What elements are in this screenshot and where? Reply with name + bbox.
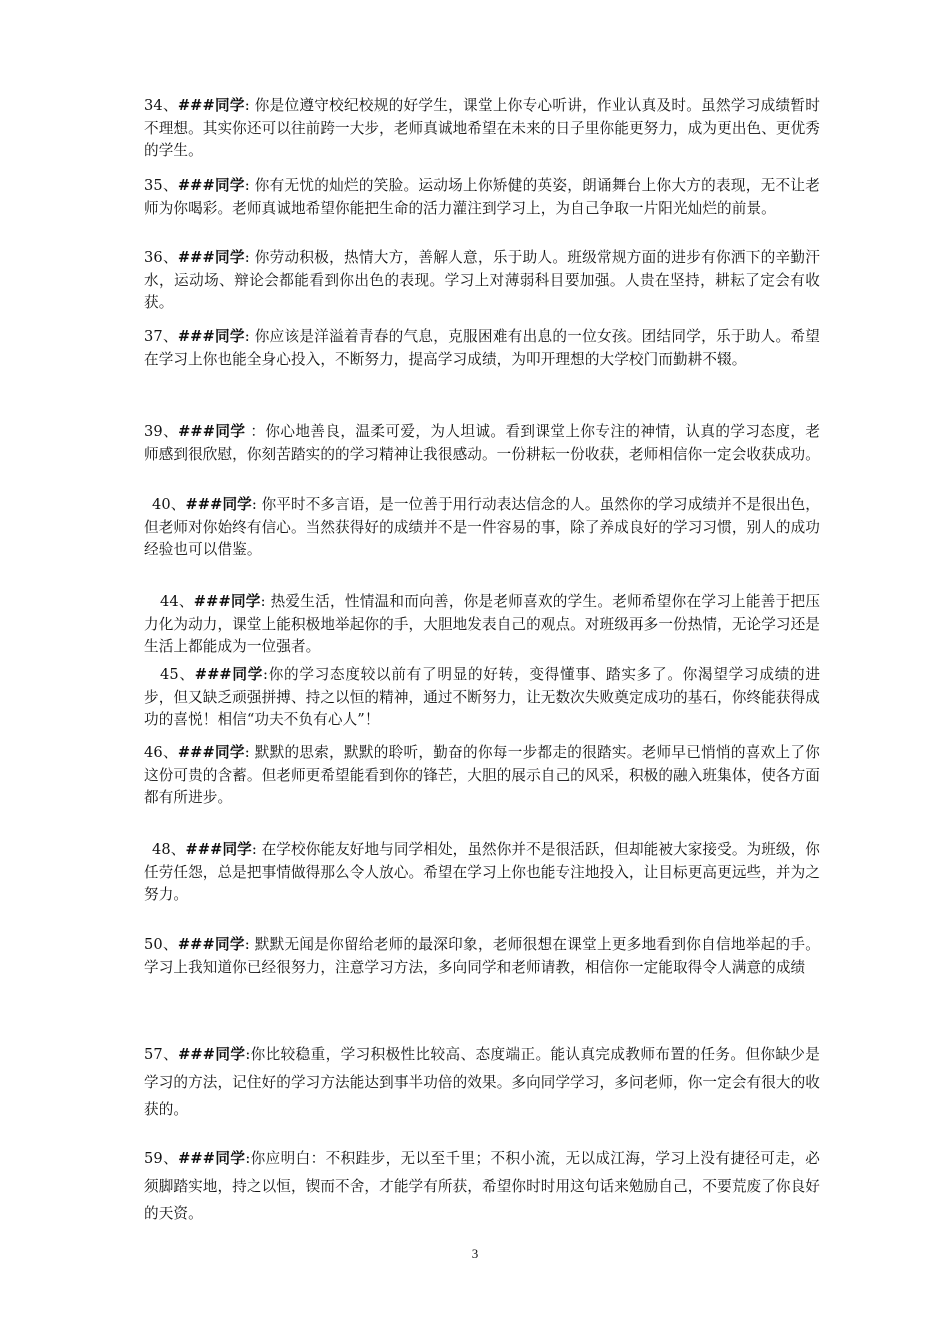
comment-57 xyxy=(144,1041,820,1124)
separator: : xyxy=(251,841,262,858)
comment-number: 37、 xyxy=(144,328,178,345)
comment-number: 39、 xyxy=(144,423,179,440)
comment-text: 你应该是洋溢着青春的气息，克服困难有出息的一位女孩。团结同学，乐于助人。希望在学习上你也能全身心投入，不断努力，提高学习成绩，为叩开理想的大学校门而勤耕不辍。 xyxy=(144,328,820,368)
comment-text: 在学校你能友好地与同学相处，虽然你并不是很活跃，但却能被大家接受。为班级，你任劳任怨，总是把事情做得那么令人放心。希望在学习上你也能专注地投入，让目标更高更远些，并为之努力。 xyxy=(144,841,820,903)
separator: : xyxy=(260,593,271,610)
student-name: ###同学 xyxy=(177,936,245,953)
comment-59 xyxy=(144,1145,820,1228)
student-name: ###同学 xyxy=(178,423,246,440)
comment-35 xyxy=(144,175,820,220)
student-name: ###同学 xyxy=(185,496,252,513)
separator: : xyxy=(244,249,255,266)
separator: : xyxy=(251,496,262,513)
comment-number: 48、 xyxy=(152,841,186,858)
comment-number: 40、 xyxy=(152,496,186,513)
comment-text: 你劳动积极，热情大方，善解人意，乐于助人。班级常规方面的进步有你洒下的辛勤汗水，运动场、辩论会都能看到你出色的表现。学习上对薄弱科目要加强。人贵在坚持，耕耘了定会有收获。 xyxy=(144,249,820,311)
comment-number: 36、 xyxy=(144,249,178,266)
comment-44 xyxy=(144,591,820,659)
comment-text: 你有无忧的灿烂的笑脸。运动场上你矫健的英姿，朗诵舞台上你大方的表现，无不让老师为你喝彩。老师真诚地希望你能把生命的活力灌注到学习上，为自己争取一片阳光灿烂的前景。 xyxy=(144,177,820,217)
comment-text: 你的学习态度较以前有了明显的好转，变得懂事、踏实多了。你渴望学习成绩的进步，但又缺乏顽强拼搏、持之以恒的精神，通过不断努力，让无数次失败奠定成功的基石，你终能获得成功的喜悦！相信“功夫不负有心人”！ xyxy=(144,666,821,728)
comment-39 xyxy=(144,421,820,466)
comment-text: 你比较稳重，学习积极性比较高、态度端正。能认真完成教师布置的任务。但你缺少是学习的方法，记住好的学习方法能达到事半功倍的效果。多向同学学习，多问老师，你一定会有很大的收获的。 xyxy=(144,1046,820,1118)
student-name: ###同学 xyxy=(177,328,245,345)
separator: : xyxy=(244,177,255,194)
separator: : xyxy=(244,328,255,345)
separator: : xyxy=(244,744,255,761)
comment-number: 35、 xyxy=(144,177,178,194)
student-name: ###同学 xyxy=(177,249,245,266)
separator: : xyxy=(245,1046,251,1063)
comment-number: 57、 xyxy=(144,1046,179,1063)
student-name: ###同学 xyxy=(194,666,264,683)
comment-number: 34、 xyxy=(144,97,178,114)
comment-text: 默默无闻是你留给老师的最深印象，老师很想在课堂上更多地看到你自信地举起的手。学习上我知道你已经很努力，注意学习方法，多向同学和老师请教，相信你一定能取得令人满意的成绩 xyxy=(144,936,820,976)
page-number: 3 xyxy=(471,1246,479,1261)
comment-number: 59、 xyxy=(144,1150,179,1167)
separator: : xyxy=(245,1150,251,1167)
separator: ： xyxy=(245,423,266,440)
comment-48 xyxy=(144,839,820,907)
comment-46 xyxy=(144,742,820,810)
comment-text: 热爱生活，性情温和而向善，你是老师喜欢的学生。老师希望你在学习上能善于把压力化为动力，课堂上能积极地举起你的手，大胆地发表自己的观点。对班级再多一份热情，无论学习还是生活上都能成为一位强者。 xyxy=(144,593,821,655)
comment-36 xyxy=(144,247,820,315)
comment-45 xyxy=(144,664,820,732)
student-name: ###同学 xyxy=(193,593,261,610)
comment-text: 你应明白：不积跬步，无以至千里；不积小流，无以成江海，学习上没有捷径可走，必须脚踏实地，持之以恒，锲而不舍，才能学有所获，希望你时时用这句话来勉励自己，不要荒废了你良好的天资。 xyxy=(144,1150,820,1222)
comment-34 xyxy=(144,95,820,163)
comment-number: 45、 xyxy=(160,666,195,683)
comment-text: 你平时不多言语，是一位善于用行动表达信念的人。虽然你的学习成绩并不是很出色，但老师对你始终有信心。当然获得好的成绩并不是一件容易的事，除了养成良好的学习习惯，别人的成功经验也可以借鉴。 xyxy=(144,496,820,558)
comment-40 xyxy=(144,494,820,562)
student-name: ###同学 xyxy=(185,841,252,858)
separator: : xyxy=(244,97,255,114)
comment-number: 46、 xyxy=(144,744,178,761)
student-name: ###同学 xyxy=(178,1046,246,1063)
student-name: ###同学 xyxy=(177,744,245,761)
comment-50 xyxy=(144,934,820,979)
separator: : xyxy=(244,936,255,953)
student-name: ###同学 xyxy=(177,177,245,194)
comment-37 xyxy=(144,326,820,371)
comment-text: 默默的思索，默默的聆听，勤奋的你每一步都走的很踏实。老师早已悄悄的喜欢上了你这份可贵的含蓄。但老师更希望能看到你的锋芒，大胆的展示自己的风采，积极的融入班集体，使各方面都有所进步。 xyxy=(144,744,820,806)
comment-text: 你心地善良，温柔可爱，为人坦诚。看到课堂上你专注的神情，认真的学习态度，老师感到很欣慰，你刻苦踏实的的学习精神让我很感动。一份耕耘一份收获，老师相信你一定会收获成功。 xyxy=(144,423,821,463)
student-name: ###同学 xyxy=(178,1150,246,1167)
student-name: ###同学 xyxy=(177,97,245,114)
comment-number: 50、 xyxy=(144,936,178,953)
comment-text: 你是位遵守校纪校规的好学生，课堂上你专心听讲，作业认真及时。虽然学习成绩暂时不理想。其实你还可以往前跨一大步，老师真诚地希望在未来的日子里你能更努力，成为更出色、更优秀的学生。 xyxy=(144,97,820,159)
comment-number: 44、 xyxy=(160,593,194,610)
separator: : xyxy=(263,666,269,683)
